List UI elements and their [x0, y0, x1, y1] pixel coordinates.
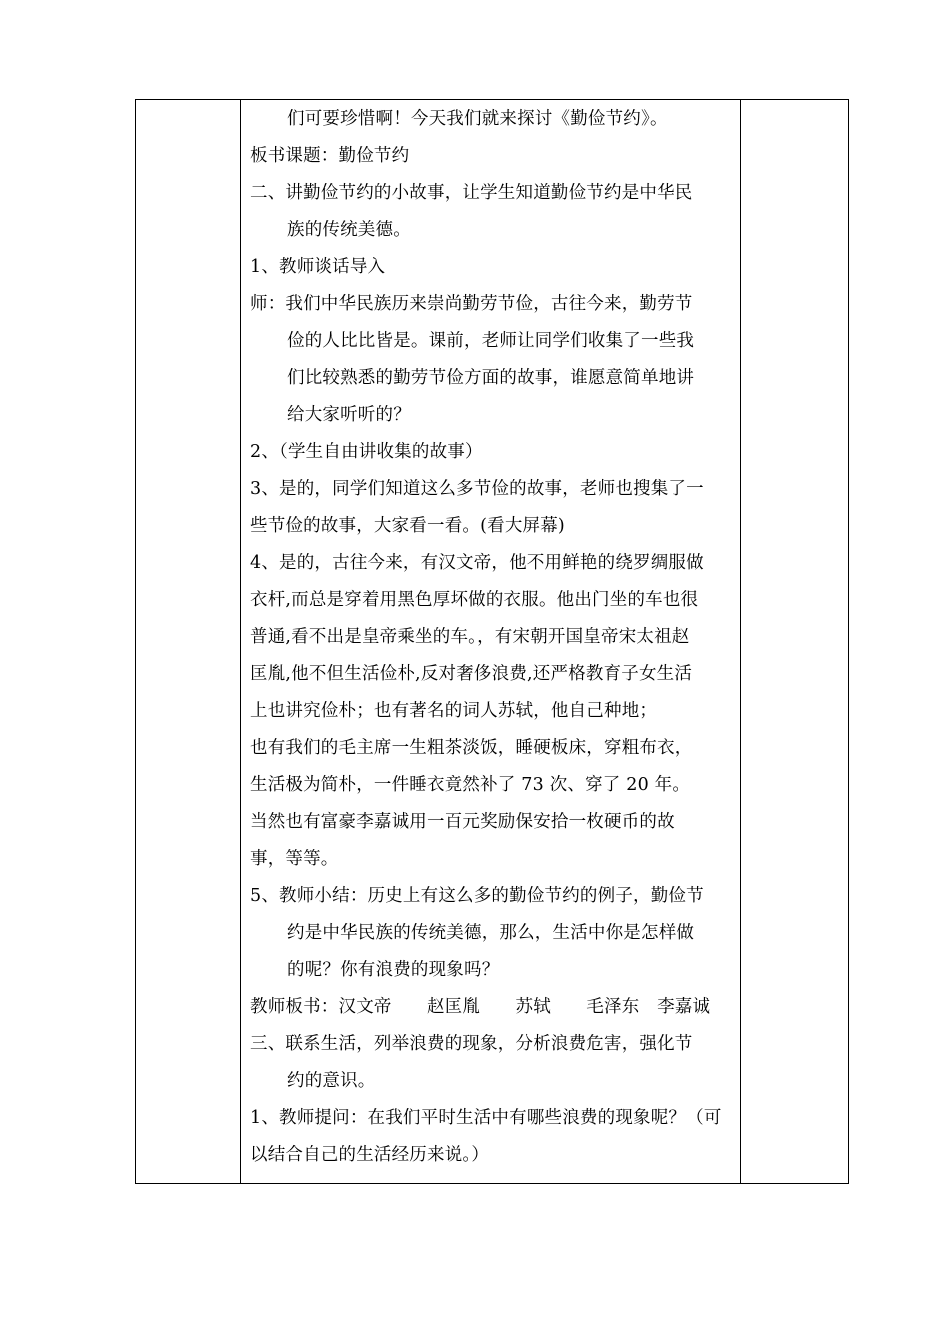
right-column-divider: [740, 100, 741, 1183]
text-line: 俭的人比比皆是。课前，老师让同学们收集了一些我: [287, 331, 695, 351]
text-line: 二、讲勤俭节约的小故事，让学生知道勤俭节约是中华民: [250, 183, 693, 203]
text-line: 约的意识。: [287, 1071, 376, 1091]
text-line: 普通,看不出是皇帝乘坐的车。，有宋朝开国皇帝宋太祖赵: [250, 627, 690, 647]
text-line: 以结合自己的生活经历来说。）: [250, 1145, 490, 1165]
text-line: 族的传统美德。: [287, 220, 411, 240]
text-line: 教师板书：汉文帝 赵匡胤 苏轼 毛泽东 李嘉诚: [250, 997, 711, 1017]
text-line: 匡胤,他不但生活俭朴,反对奢侈浪费,还严格教育子女生活: [250, 664, 693, 684]
text-line: 3、是的，同学们知道这么多节俭的故事，老师也搜集了一: [250, 479, 704, 499]
text-line: 生活极为简朴，一件睡衣竟然补了 73 次、穿了 20 年。: [250, 775, 691, 795]
text-line: 上也讲究俭朴；也有著名的词人苏轼，他自己种地；: [250, 701, 658, 721]
text-line: 5、教师小结：历史上有这么多的勤俭节约的例子，勤俭节: [250, 886, 704, 906]
text-line: 事，等等。: [250, 849, 339, 869]
text-line: 三、联系生活，列举浪费的现象，分析浪费危害，强化节: [250, 1034, 693, 1054]
text-line: 也有我们的毛主席一生粗茶淡饭，睡硬板床，穿粗布衣，: [250, 738, 693, 758]
text-line: 们可要珍惜啊！今天我们就来探讨《勤俭节约》。: [287, 109, 668, 129]
text-line: 1、教师谈话导入: [250, 257, 386, 277]
text-line: 师：我们中华民族历来崇尚勤劳节俭，古往今来，勤劳节: [250, 294, 693, 314]
text-line: 当然也有富豪李嘉诚用一百元奖励保安拾一枚硬币的故: [250, 812, 675, 832]
text-line: 些节俭的故事，大家看一看。(看大屏幕): [250, 516, 565, 536]
text-line: 1、教师提问：在我们平时生活中有哪些浪费的现象呢？（可: [250, 1108, 722, 1128]
text-line: 约是中华民族的传统美德，那么，生活中你是怎样做: [287, 923, 695, 943]
text-line: 4、是的，古往今来，有汉文帝，他不用鲜艳的绕罗绸服做: [250, 553, 704, 573]
text-line: 的呢？你有浪费的现象吗？: [287, 960, 500, 980]
text-line: 给大家听听的？: [287, 405, 411, 425]
text-line: 板书课题：勤俭节约: [250, 146, 410, 166]
text-line: 们比较熟悉的勤劳节俭方面的故事，谁愿意简单地讲: [287, 368, 695, 388]
text-line: 衣杆,而总是穿着用黑色厚坏做的衣服。他出门坐的车也很: [250, 590, 699, 610]
text-line: 2、（学生自由讲收集的故事）: [250, 442, 483, 462]
left-column-divider: [240, 100, 241, 1183]
